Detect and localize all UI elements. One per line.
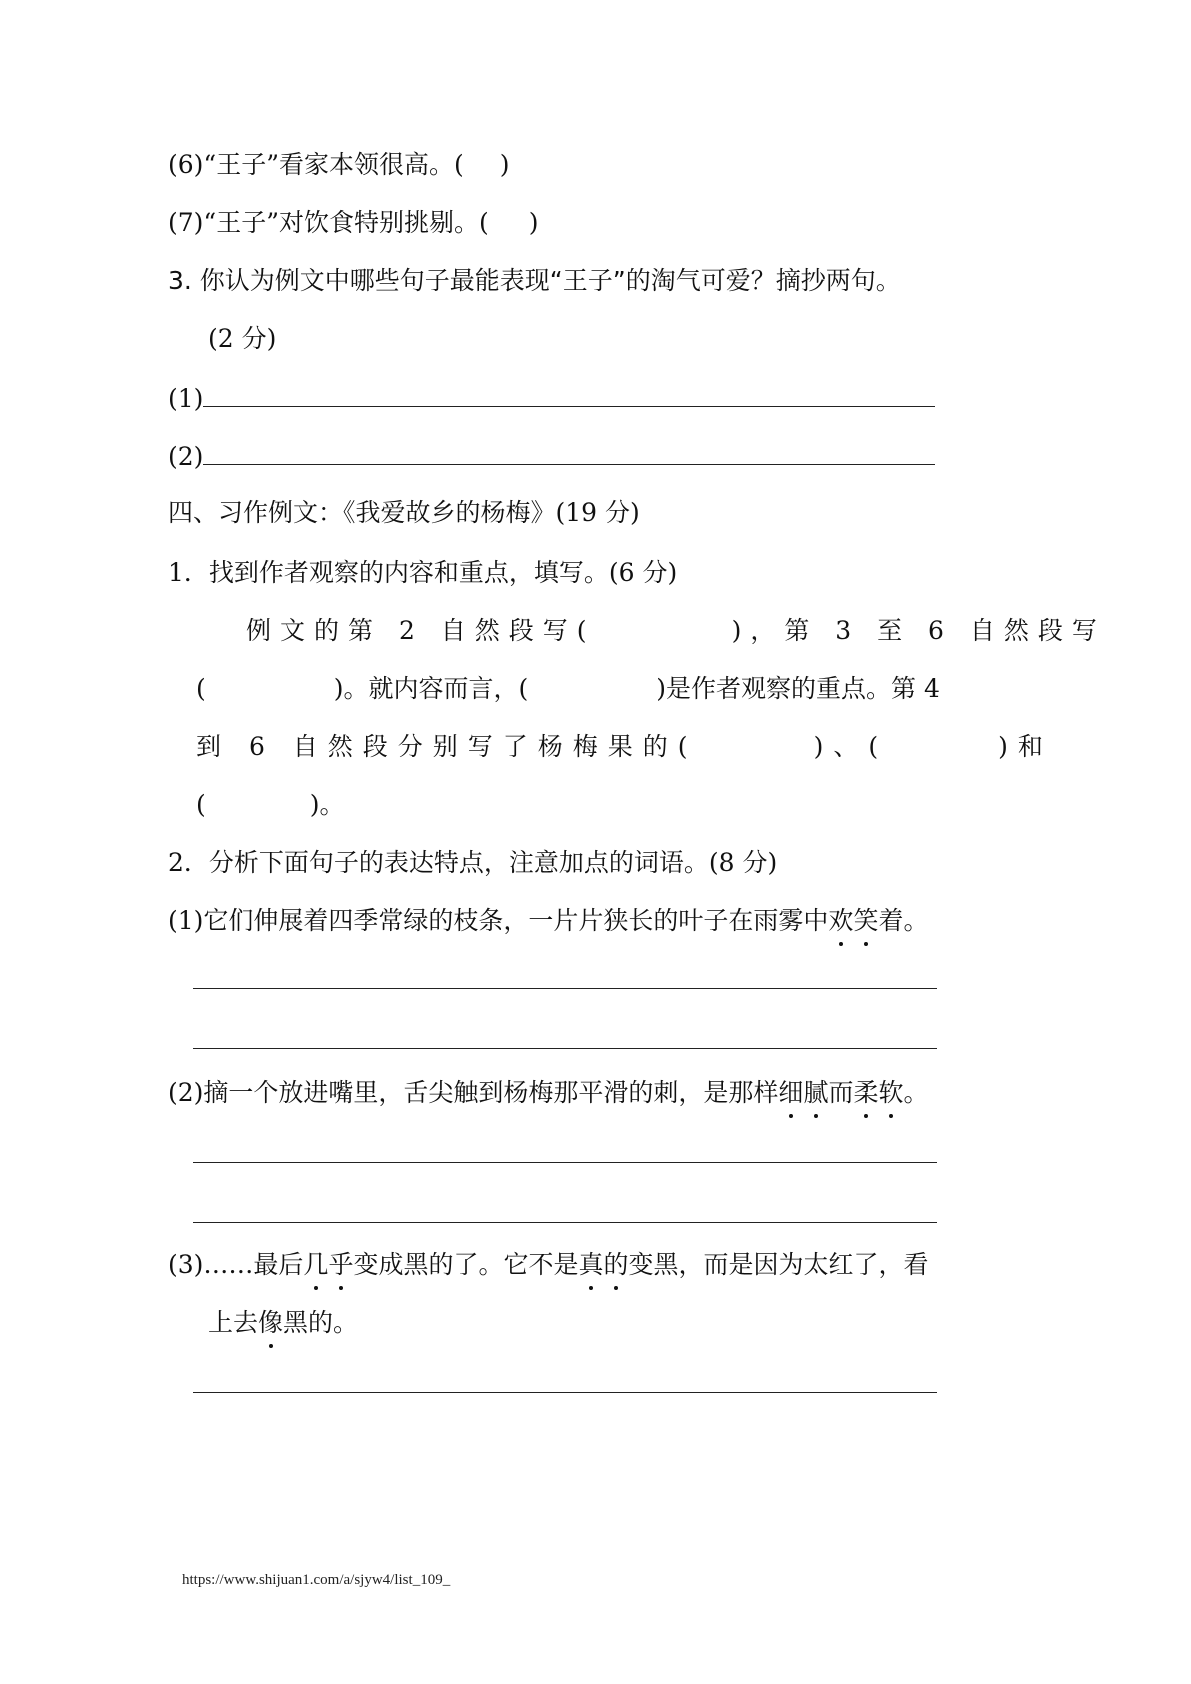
sentence-text: 上去 [208, 1308, 259, 1337]
fill-text: )是作者观察的重点。第 4 [656, 674, 940, 703]
blank-label: (1) [168, 384, 204, 413]
q3-blank-2[interactable] [168, 440, 935, 474]
answer-line[interactable] [193, 1222, 937, 1223]
fill-text: )，第 3 至 6 自然段写 [731, 616, 1106, 645]
fill-text: )。 [309, 790, 345, 819]
fill-text: )和 [998, 732, 1053, 761]
dotted-char: 欢 [828, 904, 853, 938]
answer-line[interactable] [193, 988, 937, 989]
dotted-char: 腻 [803, 1076, 828, 1110]
dotted-char: 柔 [853, 1076, 878, 1110]
item-number: (7) [168, 208, 204, 237]
s4q2-text: 2．分析下面句子的表达特点，注意加点的词语。(8 分) [168, 848, 778, 877]
q2-item-7 [168, 206, 539, 240]
s4q1-question [168, 556, 677, 590]
sentence-text: 变成黑的了。它不是 [353, 1250, 579, 1279]
item-text: “王子”看家本领很高。( [203, 150, 464, 179]
dotted-char: 像 [258, 1306, 283, 1340]
s4q2-sentence-2 [168, 1076, 929, 1110]
sentence-text: 黑的。 [283, 1308, 359, 1337]
section-4-heading [168, 496, 640, 530]
sentence-text: (3)……最后 [168, 1250, 304, 1279]
dotted-char: 细 [778, 1076, 803, 1110]
s4q2-sentence-3 [168, 1248, 929, 1282]
sentence-text: 。 [903, 1078, 929, 1107]
dotted-char: 几 [303, 1248, 328, 1282]
section-title: 四、习作例文：《我爱故乡的杨梅》 [168, 498, 556, 527]
item-close-paren: ) [528, 208, 539, 237]
sentence-text: 着。 [878, 906, 929, 935]
dotted-char: 软 [878, 1076, 903, 1110]
sentence-text: (2)摘一个放进嘴里，舌尖触到杨梅那平滑的刺，是那样 [168, 1078, 779, 1107]
item-close-paren: ) [499, 150, 510, 179]
sentence-text: (1)它们伸展着四季常绿的枝条，一片片狭长的叶子在雨雾中 [168, 906, 829, 935]
s4q1-text: 1．找到作者观察的内容和重点，填写。(6 分) [168, 558, 678, 587]
s4q1-line-4 [196, 788, 345, 822]
s4q1-line-3 [196, 730, 1053, 764]
dotted-char: 笑 [853, 904, 878, 938]
item-text: “王子”对饮食特别挑剔。( [203, 208, 489, 237]
s4q1-line-2 [196, 672, 940, 706]
answer-line[interactable] [193, 1048, 937, 1049]
q3-score-text: (2 分) [208, 324, 277, 353]
q3-question [168, 264, 901, 298]
fill-text: ( [196, 790, 206, 819]
fill-text: 到 6 自然段分别写了杨梅果的( [196, 732, 698, 761]
q2-item-6 [168, 148, 510, 182]
sentence-text: 而 [828, 1078, 854, 1107]
blank-label: (2) [168, 442, 204, 471]
footer-url[interactable]: https://www.shijuan1.com/a/sjyw4/list_109_ [182, 1572, 451, 1588]
sentence-text: 变黑，而是因为太红了，看 [628, 1250, 929, 1279]
fill-text: )。就内容而言，( [333, 674, 529, 703]
answer-line[interactable] [203, 382, 935, 407]
dotted-char: 真 [578, 1248, 603, 1282]
section-score: (19 分) [555, 498, 640, 527]
answer-line[interactable] [203, 440, 935, 465]
s4q2-sentence-3-cont [208, 1306, 358, 1340]
q3-score [208, 322, 276, 356]
s4q2-question [168, 846, 777, 880]
s4q1-line-1 [246, 614, 1106, 648]
item-number: (6) [168, 150, 204, 179]
answer-line[interactable] [193, 1392, 937, 1393]
fill-text: )、( [813, 732, 889, 761]
answer-line[interactable] [193, 1162, 937, 1163]
fill-text: 例文的第 2 自然段写( [246, 616, 596, 645]
s4q2-sentence-1 [168, 904, 928, 938]
q3-blank-1[interactable] [168, 382, 935, 416]
dotted-char: 的 [603, 1248, 628, 1282]
q3-text: 3. 你认为例文中哪些句子最能表现“王子”的淘气可爱？摘抄两句。 [168, 266, 901, 295]
fill-text: ( [196, 674, 206, 703]
dotted-char: 乎 [328, 1248, 353, 1282]
